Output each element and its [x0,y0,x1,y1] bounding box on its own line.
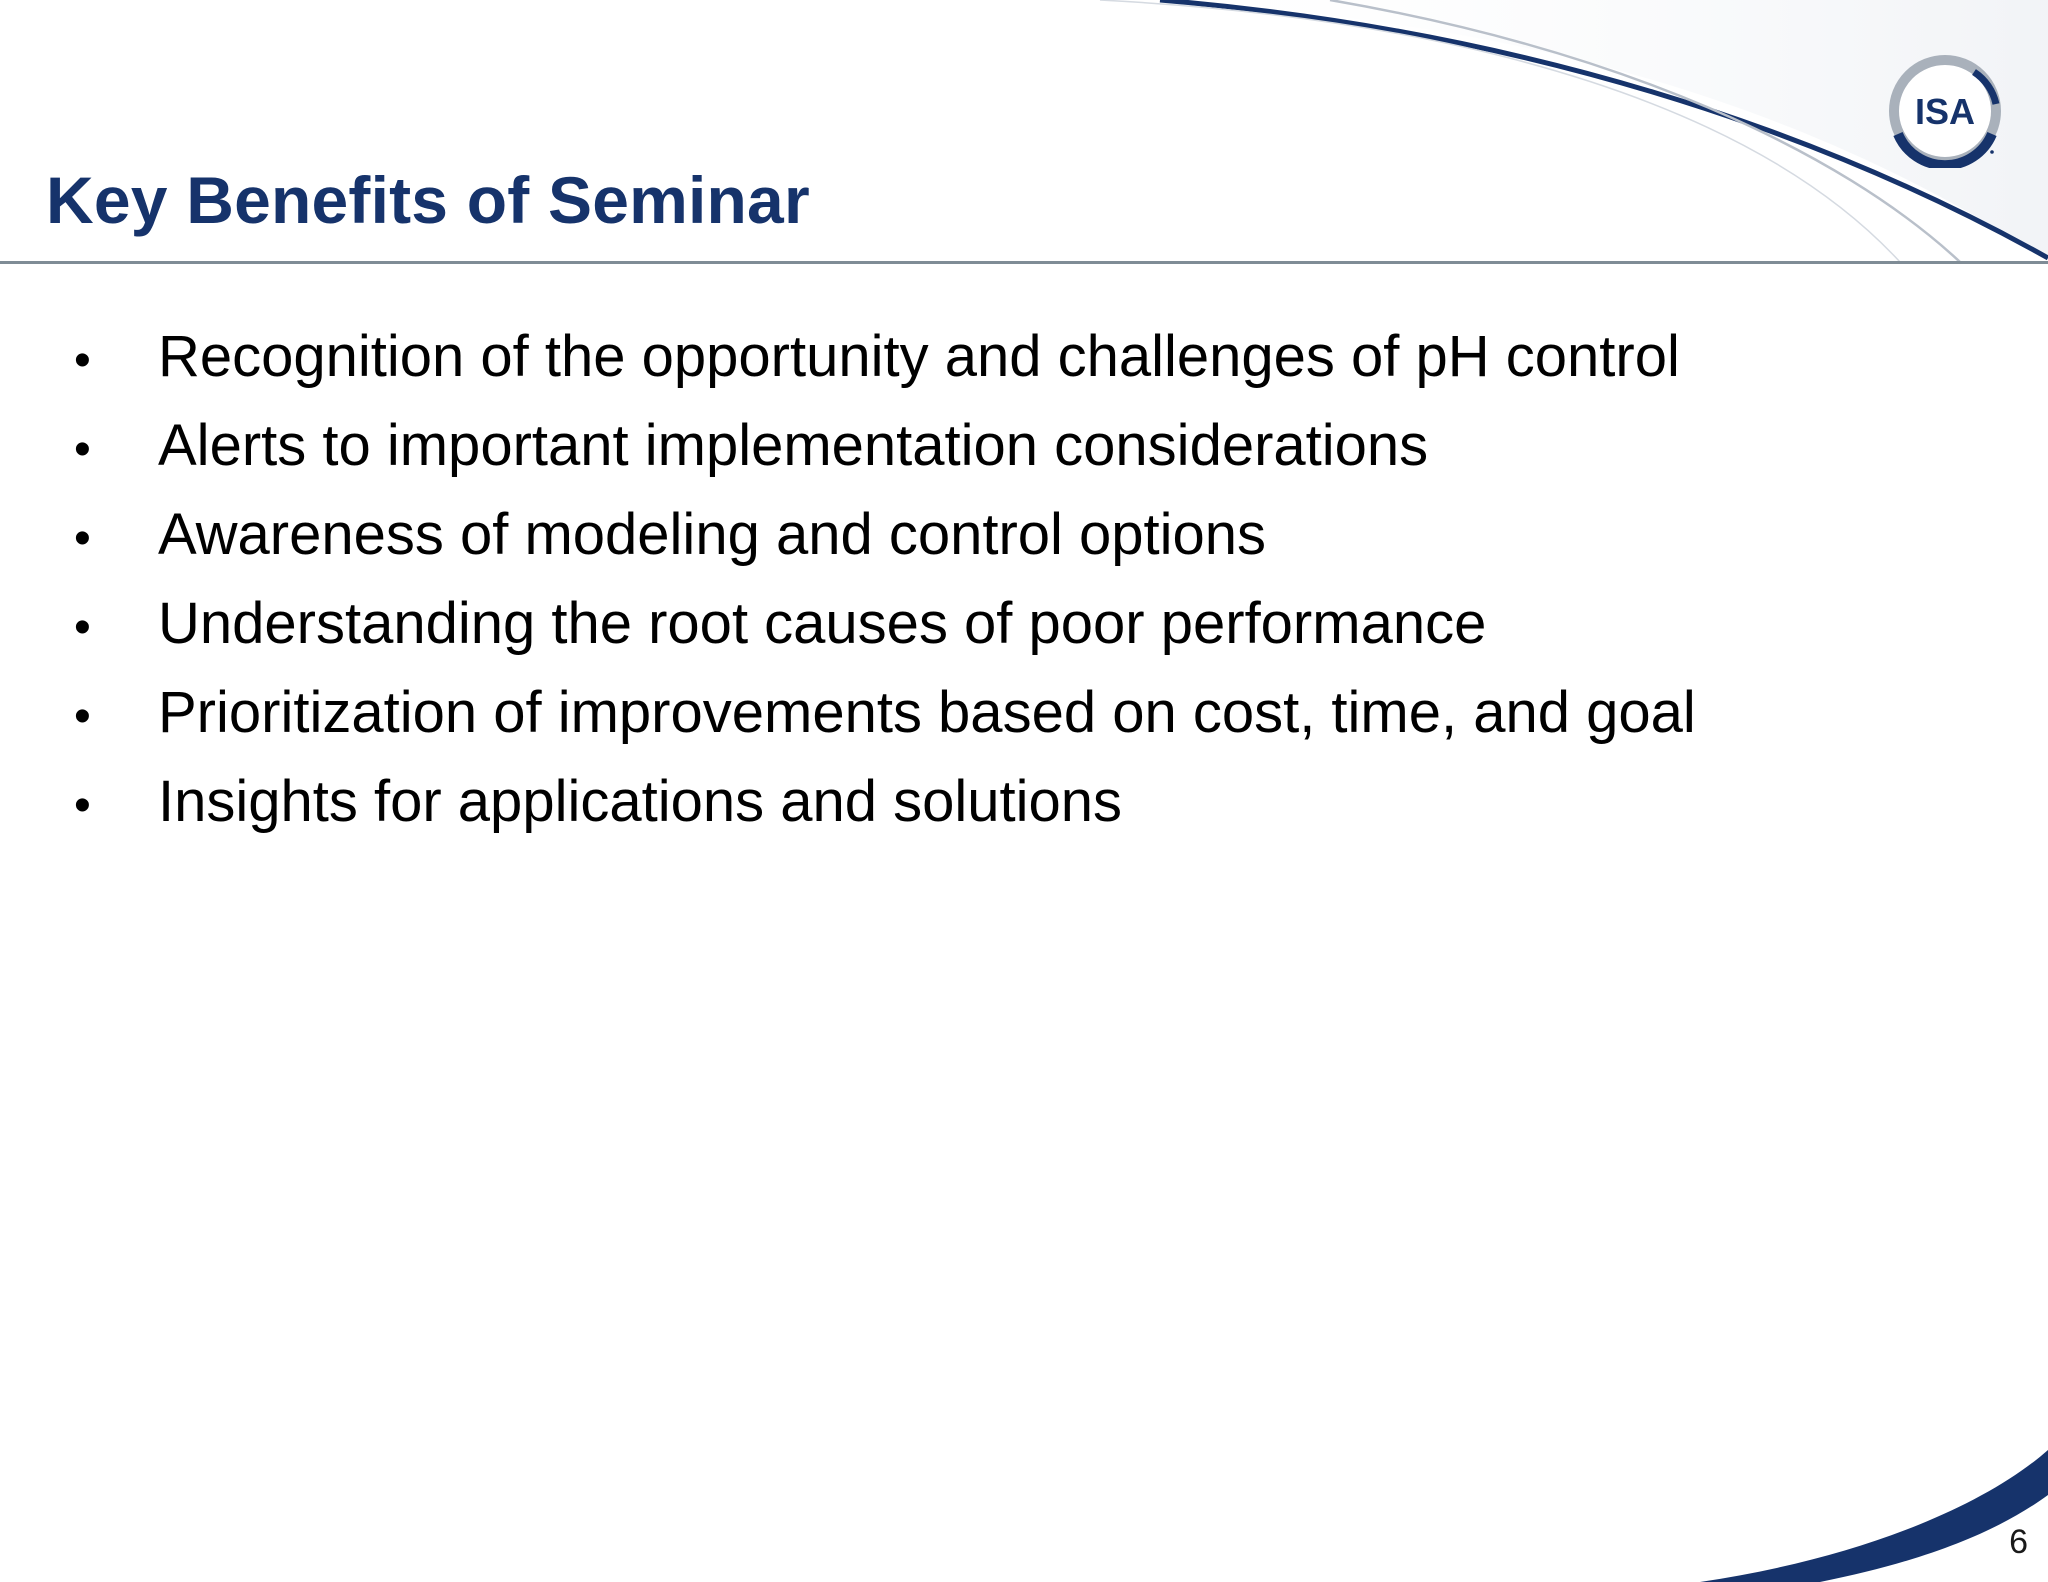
list-item [74,490,1974,579]
bullet-marker: • [74,334,91,387]
bullet-marker: • [74,423,91,476]
isa-logo-text: ISA [1914,91,1976,132]
slide-title: Key Benefits of Seminar [46,163,810,237]
bullet-marker: • [74,601,91,654]
bullet-text: Recognition of the opportunity and challenges of pH control [158,324,1680,389]
list-item [74,668,1974,757]
benefits-list [74,312,1974,846]
list-item [74,312,1974,401]
bullet-text: Prioritization of improvements based on cost, time, and goal [158,680,1696,745]
bullet-marker: • [74,512,91,565]
isa-logo-icon [1888,54,2002,168]
footer-swoosh [1700,1440,2048,1582]
list-item [74,401,1974,490]
bullet-text: Understanding the root causes of poor performance [158,591,1487,656]
bullet-text: Insights for applications and solutions [158,769,1123,834]
header-divider [0,261,2048,264]
page-number: 6 [2009,1523,2028,1561]
list-item [74,757,1974,846]
bullet-marker: • [74,779,91,832]
bullet-text: Awareness of modeling and control options [158,502,1267,567]
bullet-text: Alerts to important implementation considerations [158,413,1429,478]
bullet-marker: • [74,690,91,743]
list-item [74,579,1974,668]
